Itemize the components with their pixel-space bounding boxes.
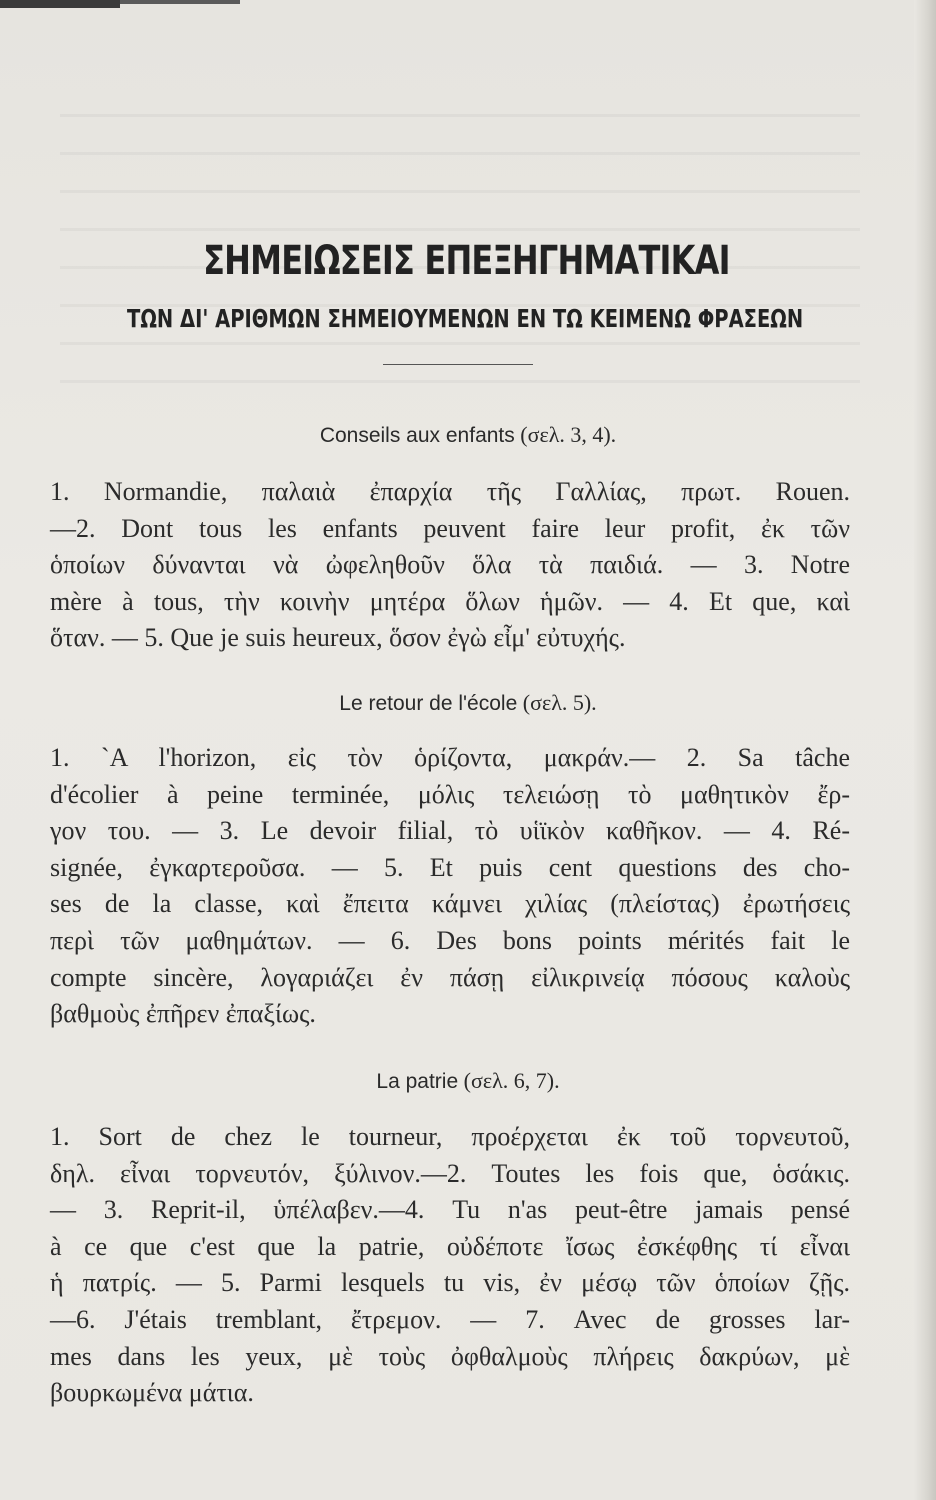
note-line: 1. Normandie, παλαιὰ ἐπαρχία τῆς Γαλλίας, πρωτ. Rouen. (50, 477, 850, 506)
section-title: La patrie (376, 1070, 459, 1093)
note-line: d'écolier à peine terminée, μόλις τελειώσῃ τὸ μαθητικὸν ἔρ- (50, 779, 850, 809)
note-line: βουρκωμένα μάτια. (50, 1378, 254, 1408)
note-line: 1. `A l'horizon, εἰς τὸν ὁρίζοντα, μακράν.— 2. Sa tâche (50, 743, 850, 772)
title-divider (383, 364, 533, 365)
note-line: à ce que c'est que la patrie, οὐδέποτε ἴσως ἐσκέφθης τί εἶναι (50, 1231, 850, 1261)
page-binding-shadow (914, 0, 936, 1500)
section-page-ref: (σελ. 6, 7). (463, 1068, 560, 1093)
section-page-ref: (σελ. 3, 4). (520, 422, 617, 447)
section-heading-retour (0, 690, 936, 716)
note-line: compte sincère, λογαριάζει ἐν πάσῃ εἰλικρινείᾳ πόσους καλοὺς (50, 962, 850, 992)
scan-edge-mark-secondary (120, 0, 240, 4)
note-line: δηλ. εἶναι τορνευτόν, ξύλινον.—2. Toutes les fois que, ὁσάκις. (50, 1158, 850, 1188)
section-notes-retour (50, 740, 850, 1033)
note-line: —6. J'étais tremblant, ἔτρεμον. — 7. Avec de grosses lar- (50, 1304, 850, 1334)
note-line: ἡ πατρίς. — 5. Parmi lesquels tu vis, ἐν μέσῳ τῶν ὁποίων ζῇς. (50, 1268, 850, 1298)
note-line: mère à tous, τὴν κοινὴν μητέρα ὅλων ἡμῶν. — 4. Et que, καὶ (50, 586, 850, 616)
page-title: ΣΗΜΕΙΩΣΕΙΣ ΕΠΕΞΗΓΗΜΑΤΙΚΑΙ (203, 238, 730, 284)
note-line: ὅταν. — 5. Que je suis heureux, ὅσον ἐγὼ εἶμ' εὐτυχής. (50, 623, 626, 653)
scan-edge-mark (0, 0, 120, 8)
note-line: 1. Sort de chez le tourneur, προέρχεται ἐκ τοῦ τορνευτοῦ, (50, 1122, 850, 1151)
note-line: βαθμοὺς ἐπῆρεν ἐπαξίως. (50, 999, 316, 1029)
note-line: ὁποίων δύνανται νὰ ὠφεληθοῦν ὅλα τὰ παιδιά. — 3. Notre (50, 550, 850, 580)
note-line: mes dans les yeux, μὲ τοὺς ὀφθαλμοὺς πλήρεις δακρύων, μὲ (50, 1341, 850, 1371)
note-line: signée, ἐγκαρτεροῦσα. — 5. Et puis cent questions des cho- (50, 852, 850, 882)
note-line: —2. Dont tous les enfants peuvent faire leur profit, ἐκ τῶν (50, 513, 850, 543)
section-title: Le retour de l'école (339, 692, 518, 715)
section-notes-patrie (50, 1119, 850, 1412)
note-line: — 3. Reprit-il, ὑπέλαβεν.—4. Tu n'as peut-être jamais pensé (50, 1195, 850, 1225)
page-subtitle: ΤΩΝ ΔΙ' ΑΡΙΘΜΩΝ ΣΗΜΕΙΟΥΜΕΝΩΝ ΕΝ ΤΩ ΚΕΙΜΕΝΩ ΦΡΑΣΕΩΝ (127, 304, 804, 333)
note-line: γον του. — 3. Le devoir filial, τὸ υἱϊκὸν καθῆκον. — 4. Ré- (50, 816, 850, 846)
note-line: περὶ τῶν μαθημάτων. — 6. Des bons points mérités fait le (50, 925, 850, 955)
section-heading-patrie (0, 1068, 936, 1094)
note-line: ses de la classe, καὶ ἔπειτα κάμνει χιλίας (πλείστας) ἐρωτήσεις (50, 889, 850, 919)
section-page-ref: (σελ. 5). (522, 690, 597, 715)
section-heading-conseils (0, 422, 936, 448)
section-title: Conseils aux enfants (319, 424, 515, 447)
section-notes-conseils (50, 474, 850, 657)
